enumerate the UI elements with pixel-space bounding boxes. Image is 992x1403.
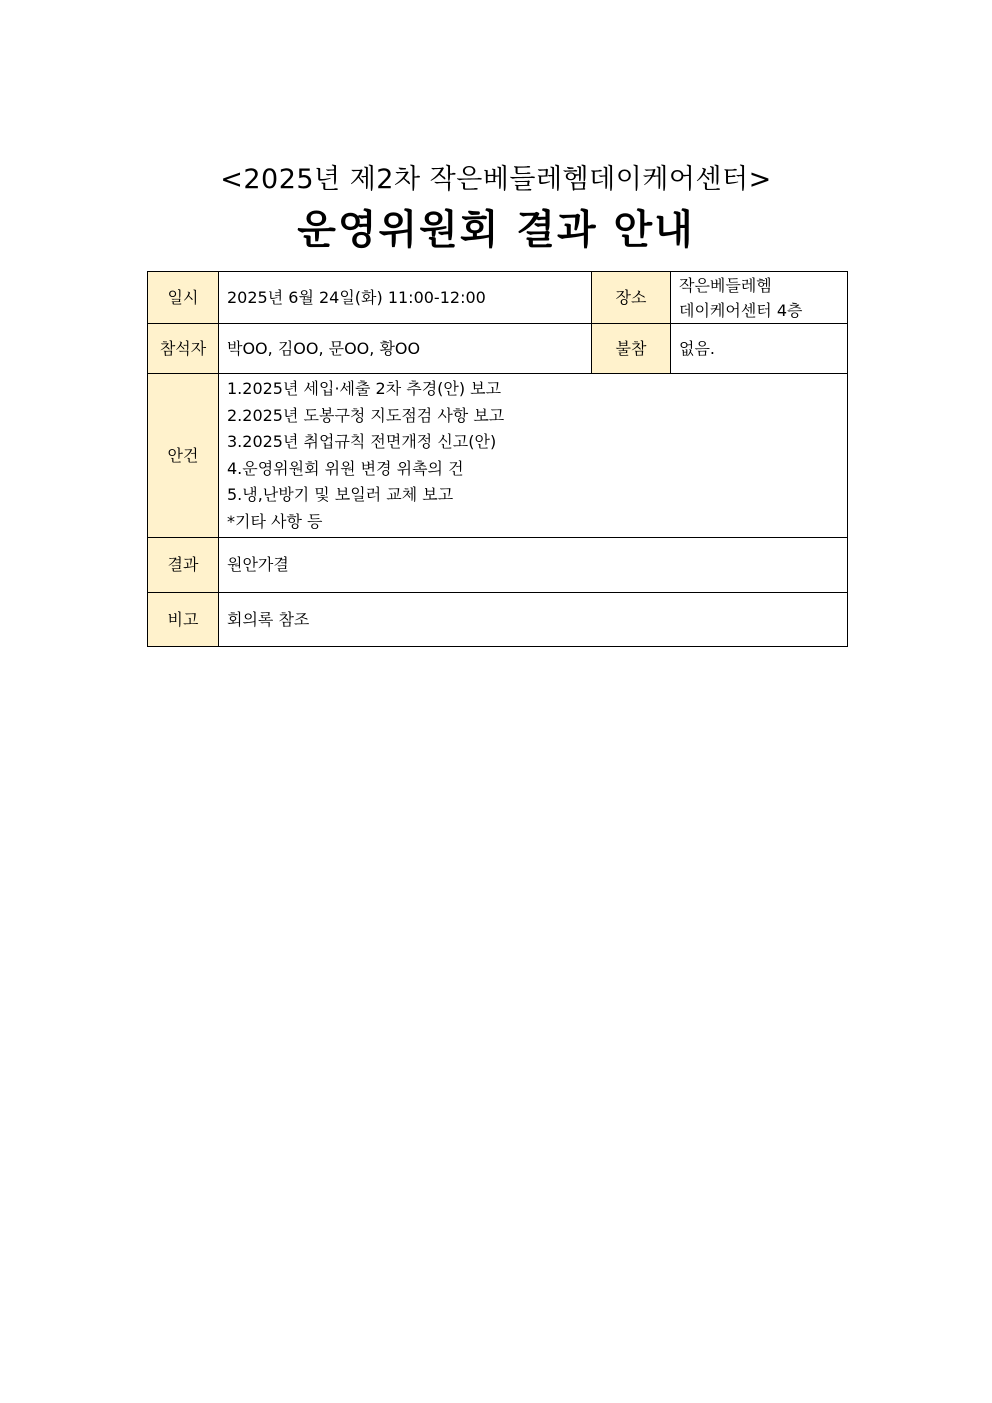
absent-label: 불참	[592, 324, 671, 374]
result-value: 원안가결	[219, 538, 848, 593]
agenda-item: *기타 사항 등	[227, 511, 323, 531]
location-label: 장소	[592, 272, 671, 324]
agenda-item: 5.냉,난방기 및 보일러 교체 보고	[227, 485, 454, 504]
agenda-item: 4.운영위원회 위원 변경 위촉의 건	[227, 458, 464, 478]
attendees-value: 박OO, 김OO, 문OO, 황OO	[219, 324, 592, 374]
remarks-label: 비고	[148, 593, 219, 647]
agenda-item: 1.2025년 세입·세출 2차 추경(안) 보고	[227, 379, 502, 398]
datetime-row	[148, 272, 848, 324]
agenda-row	[148, 374, 848, 538]
location-value	[671, 272, 848, 324]
agenda-label: 안건	[148, 374, 219, 538]
location-line: 작은베들레헴	[679, 275, 772, 295]
document-subtitle: <2025년 제2차 작은베들레헴데이케어센터>	[220, 164, 772, 195]
result-label: 결과	[148, 538, 219, 593]
attendees-label: 참석자	[148, 324, 219, 374]
agenda-item: 3.2025년 취업규칙 전면개정 신고(안)	[227, 432, 497, 451]
attendees-row	[148, 324, 848, 374]
document-title: 운영위원회 결과 안내	[297, 207, 695, 253]
datetime-label: 일시	[148, 272, 219, 324]
result-row	[148, 538, 848, 593]
datetime-value: 2025년 6월 24일(화) 11:00-12:00	[219, 272, 592, 324]
remarks-row	[148, 593, 848, 647]
remarks-value: 회의록 참조	[219, 593, 848, 647]
meeting-info-table	[147, 271, 848, 647]
agenda-item: 2.2025년 도봉구청 지도점검 사항 보고	[227, 405, 505, 425]
agenda-list	[219, 374, 848, 538]
absent-value: 없음.	[671, 324, 848, 374]
location-line: 데이케어센터 4층	[679, 300, 803, 320]
